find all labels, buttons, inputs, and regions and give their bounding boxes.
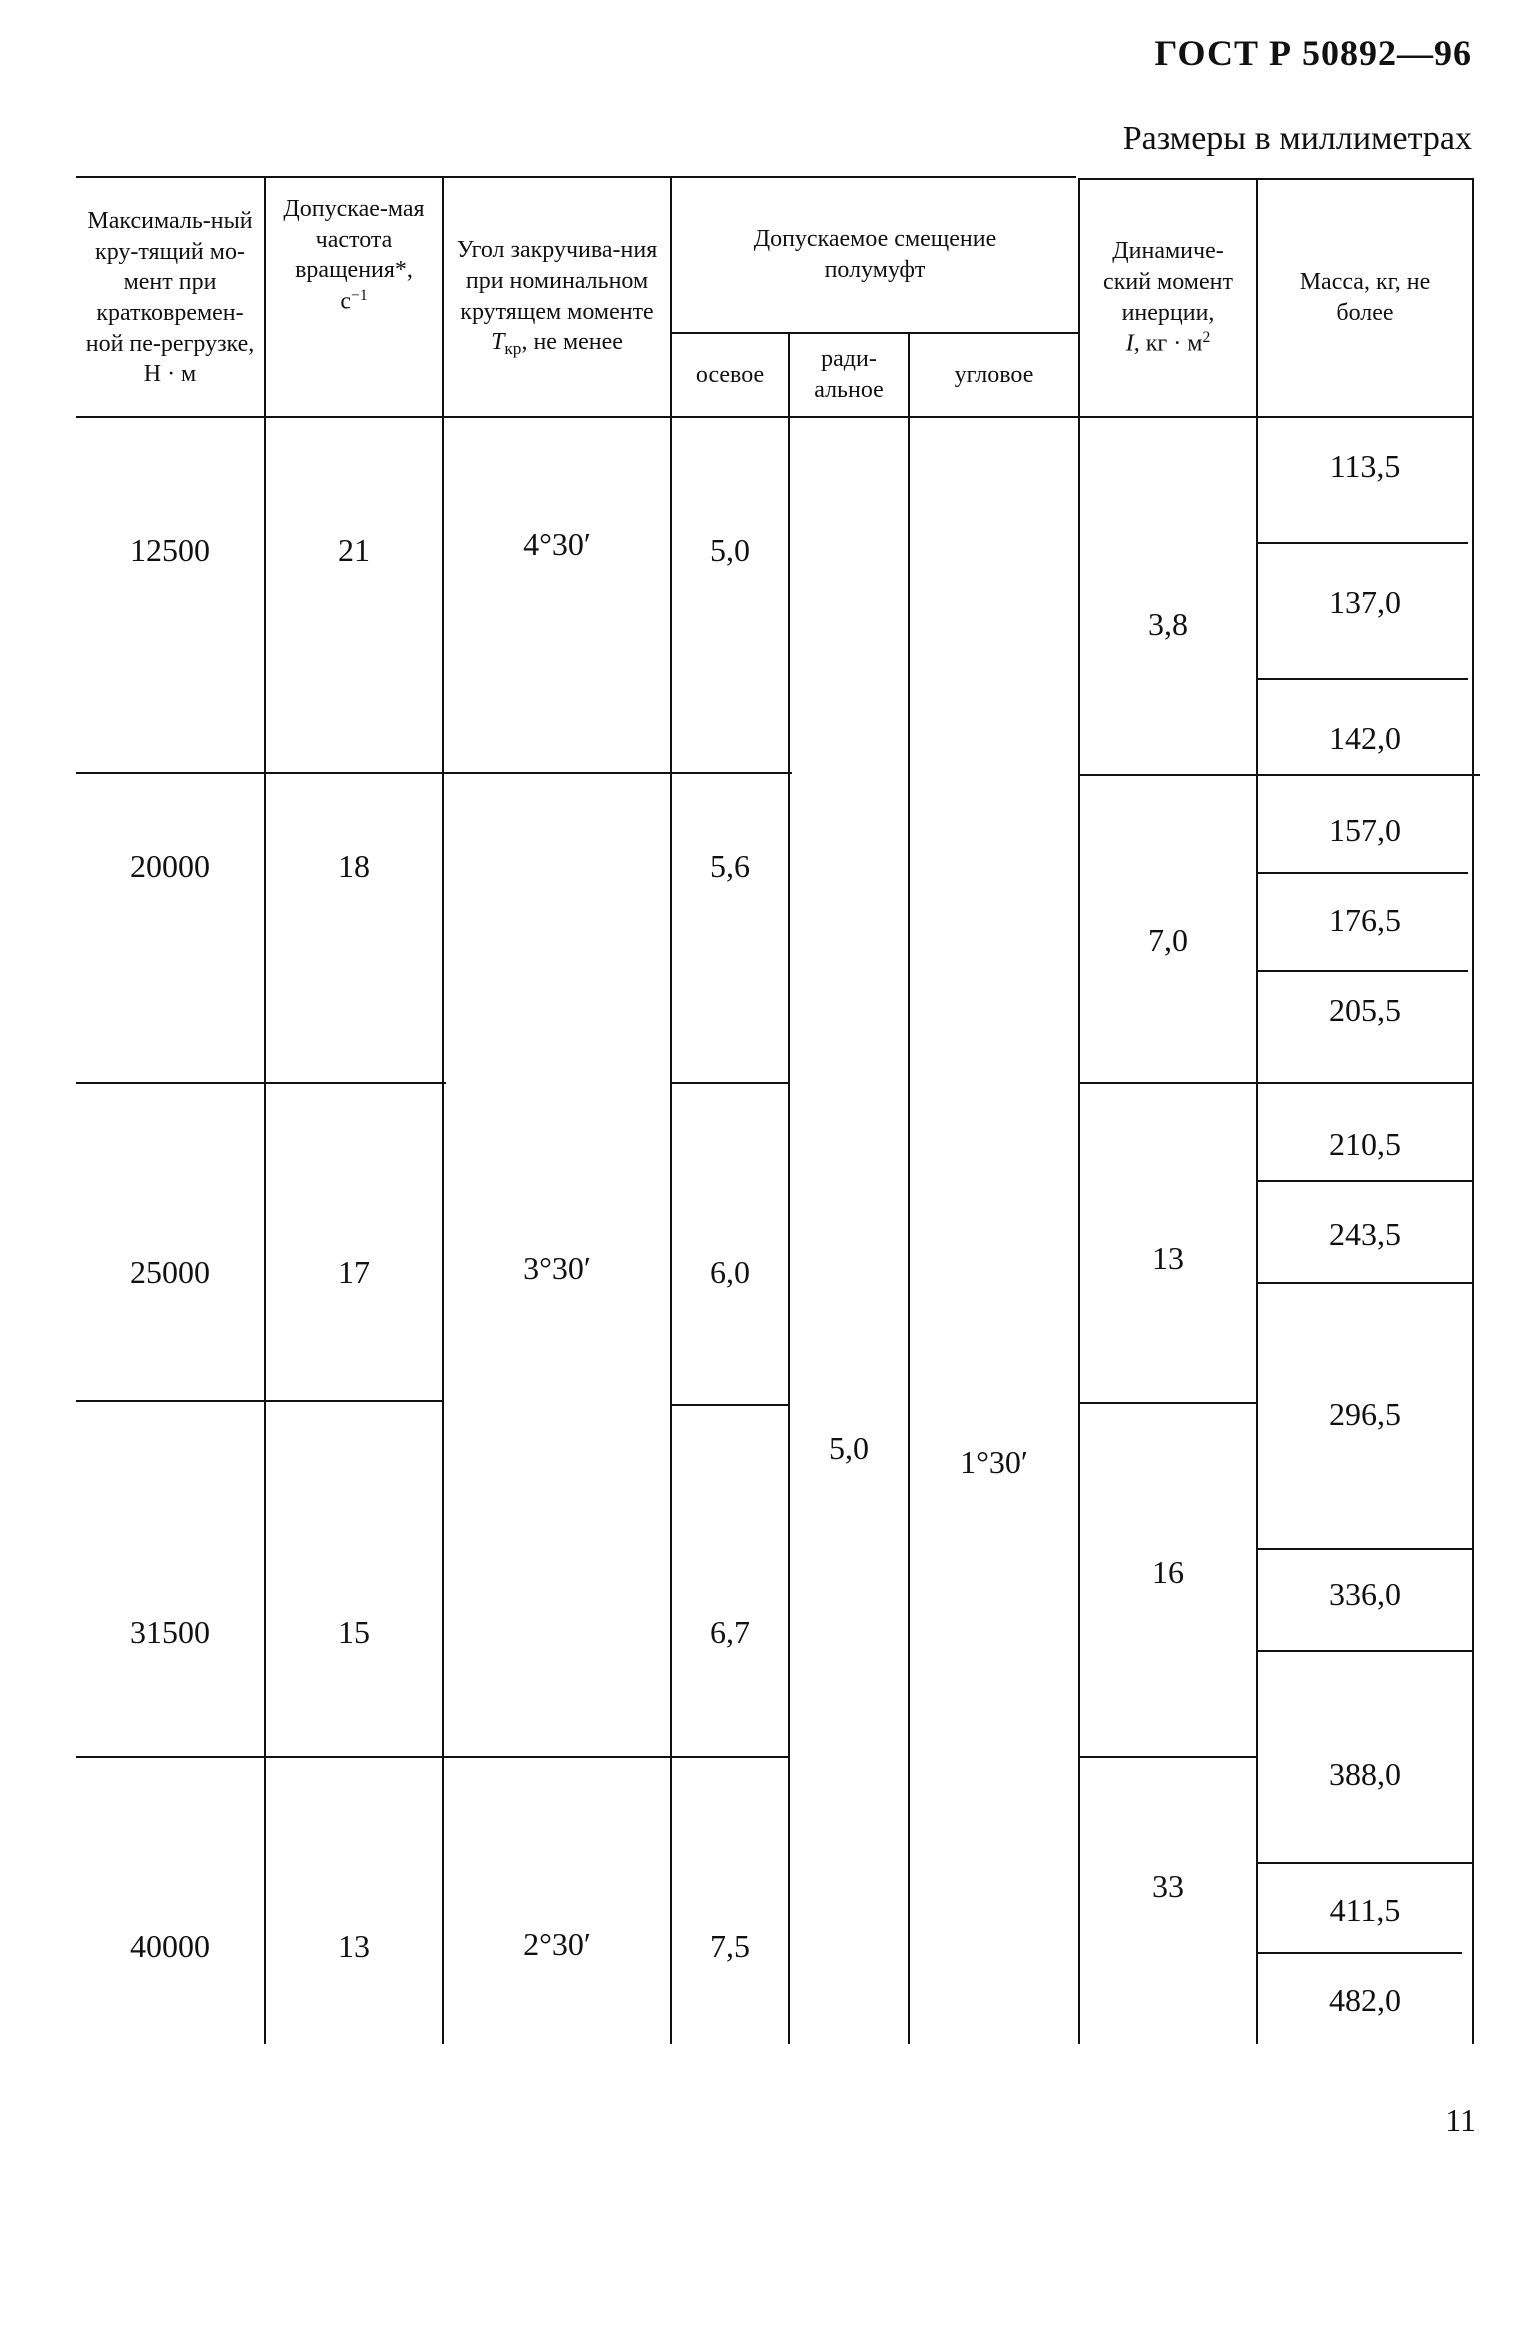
- header-twist-sub: кр: [504, 339, 522, 359]
- mass-cell: 296,5: [1329, 1395, 1401, 1432]
- inertia-cell: 33: [1152, 1867, 1184, 1904]
- mass-rule: [1258, 1862, 1472, 1864]
- offset-axial-cell: 5,6: [710, 847, 750, 884]
- mass-cell: 388,0: [1329, 1755, 1401, 1792]
- inertia-cell: 13: [1152, 1239, 1184, 1276]
- document-number: ГОСТ Р 50892—96: [1154, 33, 1472, 73]
- mass-cell: 210,5: [1329, 1125, 1401, 1162]
- inertia-cell: 16: [1152, 1553, 1184, 1590]
- mass-rule: [1258, 1952, 1462, 1954]
- header-speed-unit: с: [340, 288, 352, 315]
- column-rule: [1256, 178, 1258, 2044]
- row-rule: [76, 1082, 446, 1084]
- row-rule: [76, 772, 792, 774]
- twist-angle-cell: 2°30′: [523, 1925, 591, 1962]
- header-inertia-symbol: I: [1125, 331, 1134, 357]
- column-rule: [908, 332, 910, 2044]
- max-torque-cell: 40000: [130, 1927, 210, 1964]
- page-number: 11: [1445, 2102, 1476, 2138]
- mass-cell: 205,5: [1329, 991, 1401, 1028]
- header-speed-text: [270, 194, 438, 317]
- header-speed-label: Допускае-мая частота вращения*,: [283, 196, 425, 284]
- header-twist-text: [448, 235, 666, 360]
- mass-rule: [1258, 1548, 1472, 1550]
- max-torque-cell: 25000: [130, 1253, 210, 1290]
- mass-cell: 243,5: [1329, 1215, 1401, 1252]
- header-offset-angular: [910, 334, 1078, 416]
- header-inertia-text: [1103, 236, 1233, 359]
- mass-rule: [1258, 1180, 1472, 1182]
- header-offset-angular-text: угловое: [954, 361, 1034, 388]
- offset-axial-cell: 7,5: [710, 1927, 750, 1964]
- column-rule: [264, 178, 266, 2044]
- mass-cell: 336,0: [1329, 1575, 1401, 1612]
- header-offset-group: [672, 180, 1078, 330]
- header-twist-angle: [444, 180, 670, 416]
- mass-cell: 176,5: [1329, 901, 1401, 938]
- column-rule: [788, 332, 790, 2044]
- twist-angle-cell: 3°30′: [523, 1249, 591, 1286]
- row-rule: [672, 1404, 790, 1406]
- offset-radial-cell: 5,0: [829, 1429, 869, 1466]
- speed-cell: 15: [338, 1613, 370, 1650]
- offset-angular-cell: 1°30′: [960, 1443, 1028, 1480]
- row-rule: [1078, 1402, 1258, 1404]
- header-offset-axial-text: осевое: [695, 361, 765, 388]
- row-rule: [1078, 1756, 1258, 1758]
- header-offset-axial: [672, 334, 788, 416]
- header-speed: [266, 180, 442, 320]
- mass-cell: 482,0: [1329, 1981, 1401, 2018]
- mass-cell: 157,0: [1329, 811, 1401, 848]
- units-note: Размеры в миллиметрах: [1122, 120, 1472, 157]
- header-bottom-rule: [76, 416, 1474, 418]
- header-inertia-label: Динамиче-ский момент инерции,: [1103, 238, 1233, 326]
- max-torque-cell: 12500: [130, 531, 210, 568]
- column-rule: [1078, 178, 1080, 2044]
- row-rule: [1078, 774, 1480, 776]
- table-top-rule: [76, 176, 1076, 178]
- header-inertia-unit: , кг · м: [1133, 331, 1203, 357]
- row-rule: [1078, 1082, 1472, 1084]
- mass-cell: 142,0: [1329, 719, 1401, 756]
- header-offset-radial-text: ради-альное: [814, 346, 884, 403]
- mass-rule: [1258, 1282, 1472, 1284]
- header-inertia-exp: 2: [1202, 329, 1211, 347]
- max-torque-cell: 20000: [130, 847, 210, 884]
- header-max-torque: [76, 180, 264, 416]
- mass-cell: 113,5: [1329, 447, 1401, 484]
- inertia-cell: 7,0: [1148, 921, 1188, 958]
- header-mass-text: Масса, кг, не более: [1299, 269, 1431, 326]
- mass-cell: 137,0: [1329, 583, 1401, 620]
- header-twist-symbol: T: [491, 329, 505, 356]
- header-speed-unit-exp: −1: [351, 287, 368, 305]
- offset-axial-cell: 6,7: [710, 1613, 750, 1650]
- header-twist-label: Угол закручива-ния при номинальном крутящем моменте: [456, 237, 658, 325]
- mass-rule: [1258, 970, 1468, 972]
- header-mass: [1258, 180, 1472, 416]
- offset-subheader-rule: [672, 332, 1078, 334]
- twist-angle-cell: 4°30′: [523, 525, 591, 562]
- header-offset-radial: [790, 334, 908, 416]
- header-offset-group-text: Допускаемое смещение полумуфт: [753, 226, 997, 283]
- mass-rule: [1258, 1650, 1472, 1652]
- column-rule: [670, 178, 672, 2044]
- row-rule: [76, 1756, 790, 1758]
- max-torque-cell: 31500: [130, 1613, 210, 1650]
- row-rule: [76, 1400, 444, 1402]
- offset-axial-cell: 5,0: [710, 531, 750, 568]
- mass-rule: [1258, 678, 1468, 680]
- mass-rule: [1258, 872, 1468, 874]
- speed-cell: 13: [338, 1927, 370, 1964]
- header-twist-tail: , не менее: [521, 329, 623, 356]
- column-rule: [1472, 178, 1474, 2044]
- header-inertia: [1080, 180, 1256, 416]
- offset-axial-cell: 6,0: [710, 1253, 750, 1290]
- column-rule: [442, 178, 444, 2044]
- speed-cell: 21: [338, 531, 370, 568]
- inertia-cell: 3,8: [1148, 605, 1188, 642]
- mass-rule: [1258, 542, 1468, 544]
- header-max-torque-text: Максималь-ный кру-тящий мо-мент при кратковремен-ной пе-регрузке, Н · м: [85, 207, 255, 388]
- speed-cell: 17: [338, 1253, 370, 1290]
- mass-cell: 411,5: [1329, 1891, 1401, 1928]
- speed-cell: 18: [338, 847, 370, 884]
- table-top-rule-right: [1078, 178, 1474, 180]
- row-rule: [672, 1082, 790, 1084]
